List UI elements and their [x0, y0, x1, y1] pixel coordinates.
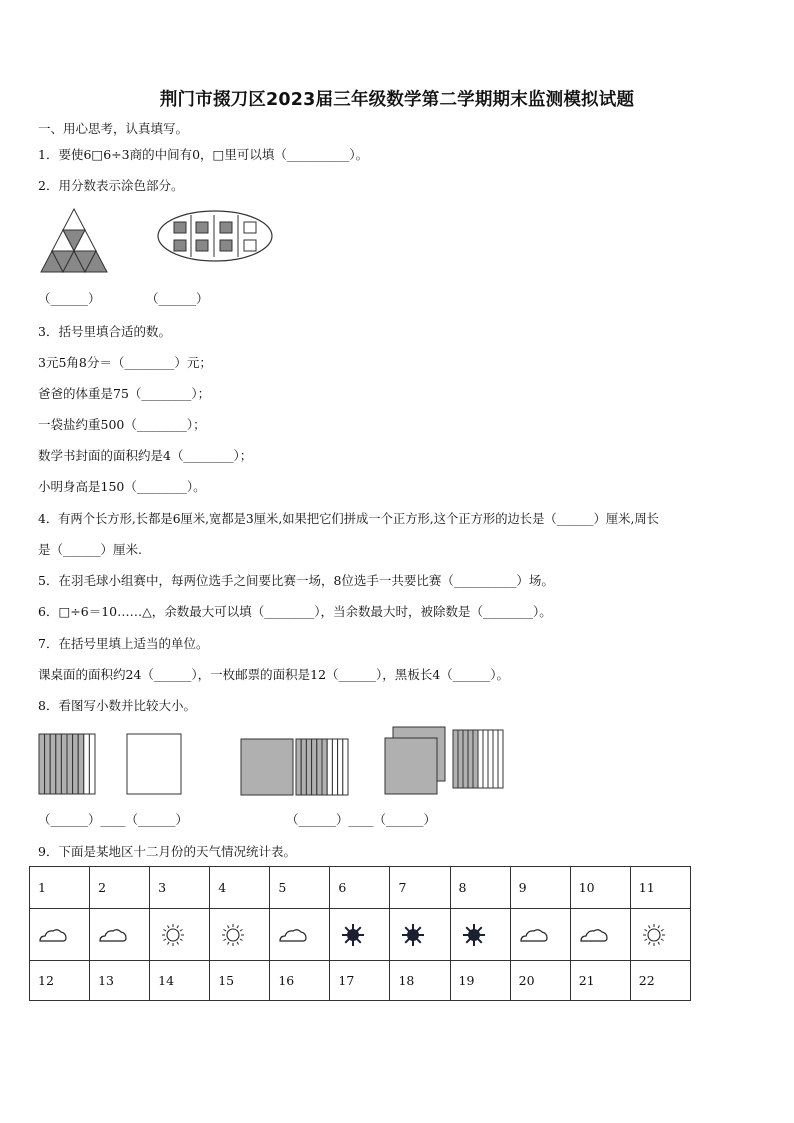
strip [343, 739, 348, 795]
strip [67, 734, 73, 794]
strip [296, 739, 301, 795]
day-cell: 19 [450, 961, 510, 1001]
strip [468, 730, 473, 788]
q3-line-3: 一袋盐约重500（________）； [38, 417, 206, 432]
q3-line-4: 数学书封面的面积约是4（________）； [38, 448, 253, 463]
strip [39, 734, 45, 794]
weather-cell [30, 909, 90, 961]
question-4-line-1: 4．有两个长方形,长都是6厘米,宽都是3厘米,如果把它们拼成一个正方形,这个正方形的边长是（______）厘米,周长 [38, 512, 659, 526]
strip [61, 734, 67, 794]
question-3: 3．括号里填合适的数。 [38, 324, 171, 339]
day-cell: 7 [390, 867, 450, 909]
cloudy-icon [278, 923, 308, 947]
day-cell: 5 [270, 867, 330, 909]
strip [306, 739, 311, 795]
weather-cell [450, 909, 510, 961]
strip [478, 730, 483, 788]
strip [50, 734, 56, 794]
day-cell: 13 [90, 961, 150, 1001]
q2-blank-1[interactable]: （______） [38, 291, 101, 306]
day-cell: 17 [330, 961, 390, 1001]
q3-line-1: 3元5角8分＝（________）元； [38, 355, 212, 370]
strip [488, 730, 493, 788]
strip [498, 730, 503, 788]
q8-blanks-left[interactable]: （______）____（______） [38, 812, 189, 827]
day-cell: 15 [210, 961, 270, 1001]
weather-cell [510, 909, 570, 961]
strip [453, 730, 458, 788]
day-cell: 9 [510, 867, 570, 909]
sunny-icon [218, 923, 248, 947]
strip [84, 734, 90, 794]
sunny-icon [158, 923, 188, 947]
cloudy-icon [38, 923, 68, 947]
strip [317, 739, 322, 795]
question-7-line: 课桌面的面积约24（______），一枚邮票的面积是12（______），黑板长4（______）。 [38, 667, 510, 682]
q3-line-2: 爸爸的体重是75（________）； [38, 386, 211, 401]
weather-cell [270, 909, 330, 961]
day-cell: 12 [30, 961, 90, 1001]
day-cell: 2 [90, 867, 150, 909]
question-1: 1．要使6□6÷3商的中间有0，□里可以填（__________）。 [38, 147, 369, 162]
question-9: 9．下面是某地区十二月份的天气情况统计表。 [38, 844, 296, 859]
triangle-figure [40, 208, 108, 276]
weather-cell [210, 909, 270, 961]
snow-icon [338, 923, 368, 947]
question-7: 7．在括号里填上适当的单位。 [38, 636, 209, 651]
strip [89, 734, 95, 794]
question-2: 2．用分数表示涂色部分。 [38, 178, 184, 193]
weather-cell [570, 909, 630, 961]
day-cell: 8 [450, 867, 510, 909]
snow-icon [398, 923, 428, 947]
strip [322, 739, 327, 795]
day-cell: 1 [30, 867, 90, 909]
question-4-line-2: 是（______）厘米. [38, 542, 142, 557]
cloudy-icon [98, 923, 128, 947]
q3-line-5: 小明身高是150（________）。 [38, 479, 206, 494]
ellipse-squares-figure [156, 209, 274, 263]
day-cell: 18 [390, 961, 450, 1001]
strip [312, 739, 317, 795]
weather-cell [330, 909, 390, 961]
strip [45, 734, 51, 794]
page-title: 荆门市掇刀区2023届三年级数学第二学期期末监测模拟试题 [159, 90, 635, 110]
q2-blank-2[interactable]: （______） [146, 291, 209, 306]
strip [463, 730, 468, 788]
weather-table [29, 866, 691, 1001]
sunny-icon [639, 923, 669, 947]
day-cell: 21 [570, 961, 630, 1001]
cloudy-icon [519, 923, 549, 947]
day-cell: 20 [510, 961, 570, 1001]
day-cell: 11 [630, 867, 690, 909]
strip [301, 739, 306, 795]
day-cell: 16 [270, 961, 330, 1001]
q8-overlap-squares-figure [383, 726, 507, 798]
question-5: 5．在羽毛球小组赛中，每两位选手之间要比赛一场，8位选手一共要比赛（__________）场。 [38, 573, 554, 588]
weather-cell [630, 909, 690, 961]
weather-cell [390, 909, 450, 961]
strip [473, 730, 478, 788]
strip [332, 739, 337, 795]
weather-cell [150, 909, 210, 961]
strip [56, 734, 62, 794]
day-cell: 22 [630, 961, 690, 1001]
question-8: 8．看图写小数并比较大小。 [38, 698, 196, 713]
strip [458, 730, 463, 788]
strip [327, 739, 332, 795]
weather-cell [90, 909, 150, 961]
day-cell: 14 [150, 961, 210, 1001]
day-cell: 4 [210, 867, 270, 909]
strip [493, 730, 498, 788]
strip [73, 734, 79, 794]
day-cell: 6 [330, 867, 390, 909]
section-heading: 一、用心思考，认真填写。 [38, 121, 189, 136]
cloudy-icon [579, 923, 609, 947]
q8-blanks-right[interactable]: （______）____（______） [286, 812, 437, 827]
strip [483, 730, 488, 788]
question-6: 6．□÷6＝10……△，余数最大可以填（________），当余数最大时，被除数是（________）。 [38, 604, 552, 619]
day-cell: 10 [570, 867, 630, 909]
q8-square-strips-figure [240, 736, 352, 798]
strip [78, 734, 84, 794]
q8-strips-figure-1 [38, 733, 188, 797]
day-cell: 3 [150, 867, 210, 909]
strip [338, 739, 343, 795]
snow-icon [459, 923, 489, 947]
